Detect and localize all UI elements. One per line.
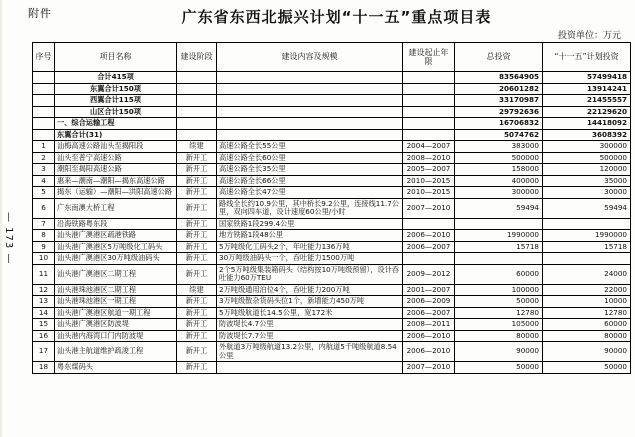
- cell-seq: 8: [33, 230, 55, 242]
- table-row: [33, 95, 631, 107]
- cell-total-investment: 50000: [455, 296, 543, 308]
- table-row: [33, 296, 631, 308]
- cell-stage: [177, 106, 217, 118]
- cell-total-investment: 90000: [455, 342, 543, 362]
- cell-plan-investment: 12780: [543, 307, 631, 319]
- cell-period: 2005—2007: [403, 164, 455, 176]
- header-content: 建设内容及规模: [217, 43, 403, 72]
- header-plan: “十一五”计划投资: [543, 43, 631, 72]
- cell-stage: 新开工: [177, 296, 217, 308]
- cell-total-investment: 29792636: [455, 106, 543, 118]
- cell-project-name: 东翼合计(31): [55, 129, 177, 141]
- cell-content: 3万吨级散杂货码头位1个，新增能力450万吨: [217, 296, 403, 308]
- cell-total-investment: 383000: [455, 141, 543, 153]
- cell-total-investment: 60000: [455, 264, 543, 284]
- header-period: 建设起止年限: [403, 43, 455, 72]
- cell-seq: 18: [33, 362, 55, 374]
- attachment-label: 附件: [28, 7, 52, 20]
- page-number: — 173 —: [3, 212, 14, 265]
- project-table: [32, 42, 631, 374]
- cell-plan-investment: 22000: [543, 284, 631, 296]
- cell-seq: 6: [33, 198, 55, 218]
- cell-total-investment: 12780: [455, 307, 543, 319]
- cell-plan-investment: 80000: [543, 330, 631, 342]
- cell-stage: [177, 83, 217, 95]
- cell-plan-investment: 15718: [543, 241, 631, 253]
- cell-content: 地方铁路1段48公里: [217, 230, 403, 242]
- cell-total-investment: 105000: [455, 319, 543, 331]
- cell-content: 5万吨级化工码头2个，年吐能力136万吨: [217, 241, 403, 253]
- cell-seq: 11: [33, 264, 55, 284]
- cell-plan-investment: 500000: [543, 152, 631, 164]
- cell-period: 2010—2015: [403, 175, 455, 187]
- cell-seq: 7: [33, 218, 55, 230]
- table-row: [33, 284, 631, 296]
- cell-project-name: 汕头至普宁高速公路: [55, 152, 177, 164]
- cell-total-investment: 400000: [455, 175, 543, 187]
- cell-content: 防波堤长7.7公里: [217, 330, 403, 342]
- unit-note: 投资单位：万元: [557, 31, 621, 41]
- cell-project-name: 汕头港广澳港区航道一期工程: [55, 307, 177, 319]
- header-seq: 序号: [33, 43, 55, 72]
- cell-total-investment: 80000: [455, 330, 543, 342]
- cell-period: 2010—2015: [403, 187, 455, 199]
- cell-project-name: 合计415项: [55, 72, 177, 84]
- cell-plan-investment: 21455557: [543, 95, 631, 107]
- cell-period: 2006—2010: [403, 342, 455, 362]
- cell-seq: 1: [33, 141, 55, 153]
- cell-content: [217, 72, 403, 84]
- cell-stage: [177, 72, 217, 84]
- cell-content: 2万吨级通用泊位4个，吞吐能力200万吨: [217, 284, 403, 296]
- table-row: [33, 187, 631, 199]
- table-row: [33, 198, 631, 218]
- header-total: 总投资: [455, 43, 543, 72]
- table-row: [33, 118, 631, 130]
- cell-period: 2008—2010: [403, 152, 455, 164]
- cell-stage: [177, 118, 217, 130]
- header-stage: 建设阶段: [177, 43, 217, 72]
- cell-project-name: 汕头港内海湾口门内防波堤: [55, 330, 177, 342]
- cell-content: 高速公路全长47公里: [217, 187, 403, 199]
- table-row: [33, 253, 631, 265]
- cell-total-investment: [455, 253, 543, 265]
- cell-project-name: 惠来—潮南—潮阳—揭东高速公路: [55, 175, 177, 187]
- table-row: [33, 218, 631, 230]
- cell-total-investment: 100000: [455, 284, 543, 296]
- cell-period: [403, 95, 455, 107]
- table-row: [33, 152, 631, 164]
- cell-plan-investment: 57499418: [543, 72, 631, 84]
- table-row: [33, 362, 631, 374]
- cell-plan-investment: [543, 218, 631, 230]
- cell-total-investment: 1990000: [455, 230, 543, 242]
- cell-project-name: 沿海铁路粤东段: [55, 218, 177, 230]
- cell-stage: 新开工: [177, 230, 217, 242]
- cell-plan-investment: 35000: [543, 175, 631, 187]
- cell-project-name: 山区合计150项: [55, 106, 177, 118]
- cell-seq: 13: [33, 296, 55, 308]
- cell-period: 2006—2007: [403, 307, 455, 319]
- cell-seq: 17: [33, 342, 55, 362]
- cell-project-name: 粤东煤码头: [55, 362, 177, 374]
- table-header-row: [33, 43, 631, 72]
- cell-content: 高速公路全长35公里: [217, 164, 403, 176]
- cell-stage: 新开工: [177, 198, 217, 218]
- cell-stage: 新开工: [177, 307, 217, 319]
- cell-stage: 新开工: [177, 152, 217, 164]
- cell-stage: 新开工: [177, 175, 217, 187]
- table-row: [33, 141, 631, 153]
- cell-project-name: 汕头港广澳港区二期工程: [55, 264, 177, 284]
- cell-project-name: 汕头港广澳港区5万吨级化工码头: [55, 241, 177, 253]
- cell-stage: 新开工: [177, 241, 217, 253]
- cell-total-investment: 50000: [455, 362, 543, 374]
- cell-total-investment: 59494: [455, 198, 543, 218]
- cell-seq: 5: [33, 187, 55, 199]
- table-row: [33, 106, 631, 118]
- cell-total-investment: [455, 218, 543, 230]
- cell-period: 2009—2012: [403, 264, 455, 284]
- cell-seq: [33, 83, 55, 95]
- cell-total-investment: 300000: [455, 187, 543, 199]
- cell-project-name: 汕头港珠池港区二期工程: [55, 284, 177, 296]
- cell-plan-investment: 300000: [543, 141, 631, 153]
- cell-period: [403, 253, 455, 265]
- cell-project-name: 广东南澳大桥工程: [55, 198, 177, 218]
- cell-seq: 16: [33, 330, 55, 342]
- cell-period: [403, 118, 455, 130]
- cell-project-name: 汕头港广澳港区疏港铁路: [55, 230, 177, 242]
- cell-stage: 新开工: [177, 362, 217, 374]
- cell-content: 30万吨级油码头一个，吞吐能力1500万吨: [217, 253, 403, 265]
- table-row: [33, 330, 631, 342]
- page-title: 广东省东西北振兴计划“十一五”重点项目表: [181, 8, 492, 26]
- cell-stage: 续建: [177, 284, 217, 296]
- cell-stage: 新开工: [177, 218, 217, 230]
- cell-project-name: 汕头港主航道维护疏浚工程: [55, 342, 177, 362]
- cell-content: [217, 362, 403, 374]
- cell-period: [403, 83, 455, 95]
- cell-stage: 新开工: [177, 319, 217, 331]
- cell-content: 外航道3万吨级航道13.2公里，内航道5千吨级航道8.54公里: [217, 342, 403, 362]
- cell-project-name: 潮阳至揭阳高速公路: [55, 164, 177, 176]
- cell-stage: 新开工: [177, 264, 217, 284]
- cell-content: [217, 129, 403, 141]
- cell-plan-investment: 3608392: [543, 129, 631, 141]
- table-row: [33, 307, 631, 319]
- cell-content: 高速公路全长66公里: [217, 175, 403, 187]
- cell-plan-investment: 1990000: [543, 230, 631, 242]
- cell-content: [217, 106, 403, 118]
- table-row: [33, 164, 631, 176]
- cell-total-investment: 5074762: [455, 129, 543, 141]
- cell-period: 2008—2011: [403, 319, 455, 331]
- cell-project-name: 一、综合运输工程: [55, 118, 177, 130]
- cell-content: 国家铁路1段299.4公里: [217, 218, 403, 230]
- cell-stage: 新开工: [177, 187, 217, 199]
- cell-total-investment: 33170987: [455, 95, 543, 107]
- cell-content: [217, 95, 403, 107]
- cell-stage: [177, 95, 217, 107]
- table-body: [33, 72, 631, 374]
- cell-plan-investment: 10000: [543, 296, 631, 308]
- cell-period: 2004—2007: [403, 141, 455, 153]
- cell-stage: 新开工: [177, 330, 217, 342]
- cell-seq: 10: [33, 253, 55, 265]
- cell-plan-investment: 90000: [543, 342, 631, 362]
- cell-seq: [33, 118, 55, 130]
- cell-stage: 新开工: [177, 342, 217, 362]
- cell-content: 路线全长约10.9公里，其中桥长9.2公里，连接线11.7公里，双向四车道，设计速度60公里/小时: [217, 198, 403, 218]
- cell-stage: [177, 129, 217, 141]
- cell-plan-investment: 13914241: [543, 83, 631, 95]
- cell-seq: 4: [33, 175, 55, 187]
- cell-plan-investment: 14418092: [543, 118, 631, 130]
- cell-content: 防波堤长4.7公里: [217, 319, 403, 331]
- cell-plan-investment: 24000: [543, 264, 631, 284]
- cell-plan-investment: 60000: [543, 319, 631, 331]
- table-row: [33, 319, 631, 331]
- cell-content: [217, 118, 403, 130]
- cell-content: [217, 83, 403, 95]
- cell-period: [403, 72, 455, 84]
- cell-stage: 续建: [177, 141, 217, 153]
- cell-total-investment: 20601282: [455, 83, 543, 95]
- cell-seq: 12: [33, 284, 55, 296]
- cell-plan-investment: 59494: [543, 198, 631, 218]
- table-row: [33, 129, 631, 141]
- cell-period: 2007—2010: [403, 198, 455, 218]
- cell-period: [403, 106, 455, 118]
- cell-stage: 新开工: [177, 164, 217, 176]
- cell-content: 高速公路全长55公里: [217, 141, 403, 153]
- cell-seq: 14: [33, 307, 55, 319]
- cell-total-investment: 16706832: [455, 118, 543, 130]
- cell-plan-investment: 120000: [543, 164, 631, 176]
- cell-seq: 15: [33, 319, 55, 331]
- table-row: [33, 230, 631, 242]
- cell-seq: 3: [33, 164, 55, 176]
- table-row: [33, 342, 631, 362]
- cell-total-investment: 15718: [455, 241, 543, 253]
- cell-total-investment: 500000: [455, 152, 543, 164]
- table-row: [33, 264, 631, 284]
- cell-project-name: 西翼合计115项: [55, 95, 177, 107]
- cell-period: 2006—2010: [403, 230, 455, 242]
- cell-period: [403, 218, 455, 230]
- cell-seq: [33, 106, 55, 118]
- cell-project-name: 汕头港广澳港区30万吨级油码头: [55, 253, 177, 265]
- cell-plan-investment: 22129620: [543, 106, 631, 118]
- cell-period: 2006—2010: [403, 330, 455, 342]
- cell-total-investment: 158000: [455, 164, 543, 176]
- cell-seq: [33, 95, 55, 107]
- cell-content: 5万吨级航道长14.5公里，宽172米: [217, 307, 403, 319]
- cell-period: [403, 129, 455, 141]
- table-row: [33, 72, 631, 84]
- cell-plan-investment: 50000: [543, 362, 631, 374]
- cell-project-name: 揭东（运输）—潮阳—洪阳高速公路: [55, 187, 177, 199]
- cell-project-name: 汕头港广澳港区防波堤: [55, 319, 177, 331]
- cell-plan-investment: [543, 253, 631, 265]
- cell-stage: 新开工: [177, 253, 217, 265]
- cell-period: 2006—2007: [403, 241, 455, 253]
- cell-project-name: 汕头港珠池港区一期工程: [55, 296, 177, 308]
- cell-period: 2001—2007: [403, 284, 455, 296]
- cell-total-investment: 83564905: [455, 72, 543, 84]
- table-row: [33, 241, 631, 253]
- table-row: [33, 83, 631, 95]
- cell-content: 高速公路全长60公里: [217, 152, 403, 164]
- cell-period: 2006—2009: [403, 296, 455, 308]
- table-row: [33, 175, 631, 187]
- cell-plan-investment: 30000: [543, 187, 631, 199]
- header-name: 项目名称: [55, 43, 177, 72]
- cell-period: 2007—2010: [403, 362, 455, 374]
- cell-project-name: 东翼合计150项: [55, 83, 177, 95]
- cell-project-name: 汕梅高速公路汕头至揭阳段: [55, 141, 177, 153]
- cell-seq: 2: [33, 152, 55, 164]
- cell-seq: 9: [33, 241, 55, 253]
- cell-content: 2个5万吨级集装箱码头（结构按10万吨级预留），设计吞吐能力60万TEU: [217, 264, 403, 284]
- cell-seq: [33, 72, 55, 84]
- cell-seq: [33, 129, 55, 141]
